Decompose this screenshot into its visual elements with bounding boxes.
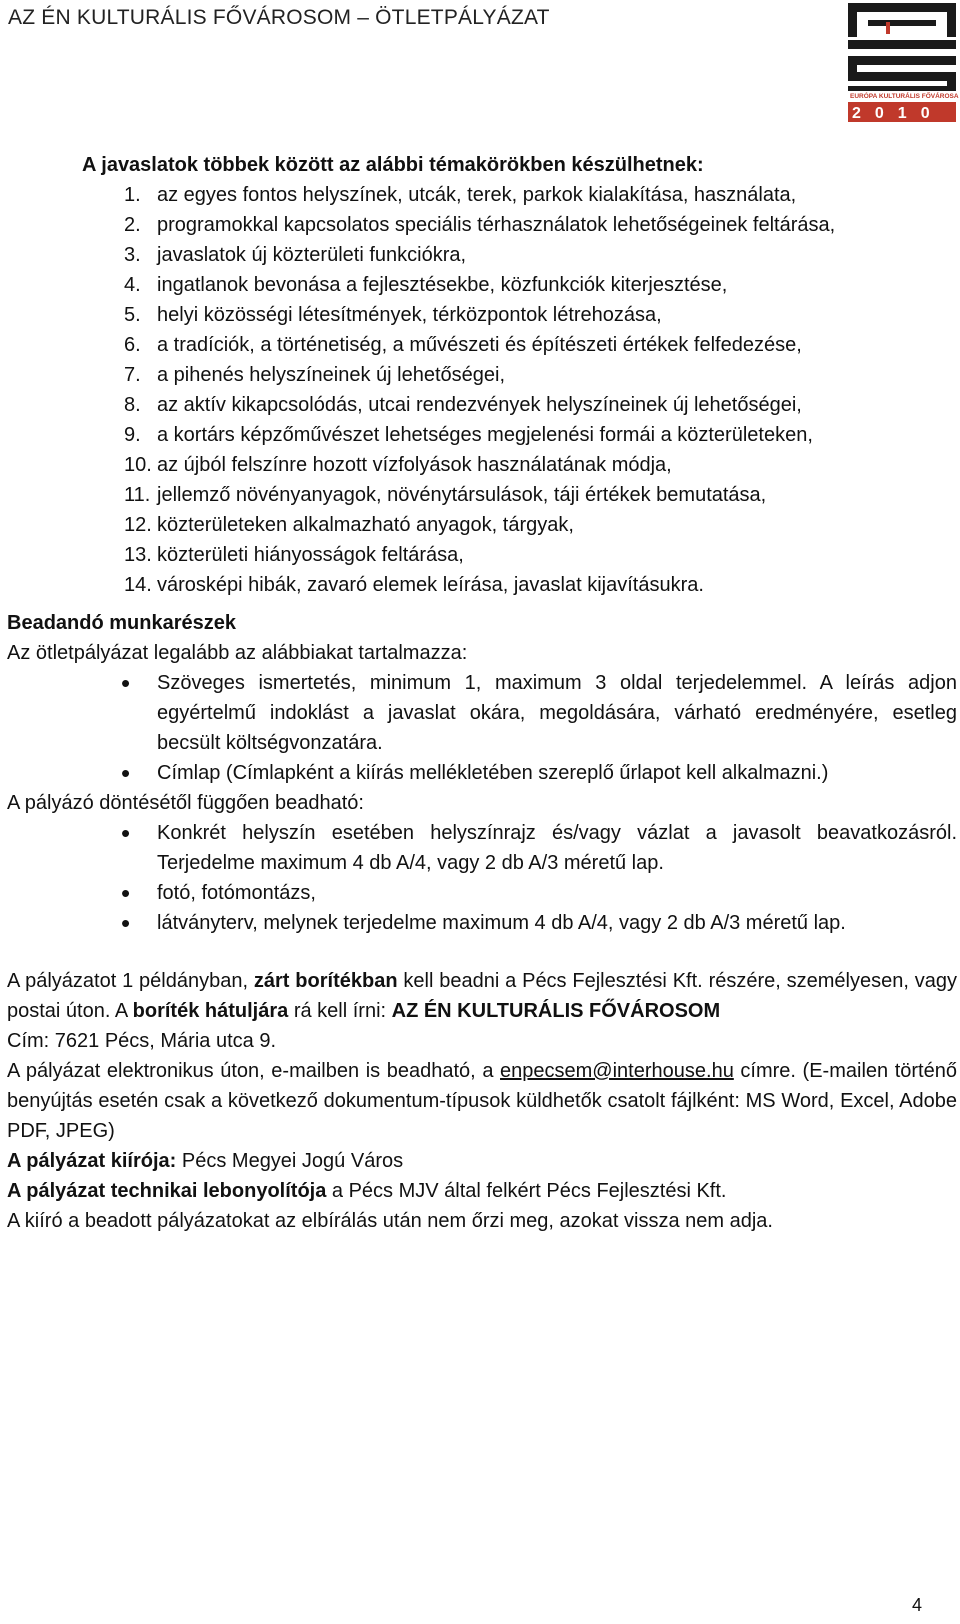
topics-intro: A javaslatok többek között az alábbi témakörökben készülhetnek:: [82, 154, 704, 176]
email-link[interactable]: enpecsem@interhouse.hu: [500, 1060, 734, 1082]
page-number: 4: [911, 1595, 922, 1615]
submission-address: Cím: 7621 Pécs, Mária utca 9.: [7, 1030, 277, 1052]
list-item: 11. jellemző növényanyagok, növénytársulások, táji értékek bemutatása,: [124, 484, 767, 506]
final-note: A kiíró a beadott pályázatokat az elbírálás után nem őrzi meg, azokat vissza nem adja.: [7, 1210, 773, 1232]
ekf-2010-logo: [848, 0, 960, 126]
submission-paragraph: A pályázatot 1 példányban, zárt borítékban kell beadni a Pécs Fejlesztési Kft. részére, személyesen, vagy postai úton. A boríték hátuljára rá kell írni: AZ ÉN KULTURÁLIS FŐVÁROSOM: [7, 970, 958, 1022]
list-item: 1. az egyes fontos helyszínek, utcák, terek, parkok kialakítása, használata,: [124, 184, 797, 206]
logo-year-text: 2010: [852, 105, 944, 122]
required-list: [7, 668, 957, 788]
header-title: AZ ÉN KULTURÁLIS FŐVÁROSOM – ÖTLETPÁLYÁZAT: [8, 6, 550, 29]
logo-text-line1: EURÓPA KULTURÁLIS FŐVÁROSA: [850, 93, 959, 100]
list-item: 2. programokkal kapcsolatos speciális térhasználatok lehetőségeinek feltárása,: [124, 214, 836, 236]
list-item: • fotó, fotómontázs,: [7, 878, 957, 908]
list-item: • látványterv, melynek terjedelme maximum 4 db A/4, vagy 2 db A/3 méretű lap.: [7, 908, 957, 938]
document-body: [7, 150, 957, 1236]
topics-list: [7, 180, 957, 600]
list-item: 10. az újból felszínre hozott vízfolyások használatának módja,: [124, 454, 672, 476]
list-item: 14. városképi hibák, zavaró elemek leírása, javaslat kijavításukra.: [124, 574, 704, 596]
list-item: 12. közterületeken alkalmazható anyagok, tárgyak,: [124, 514, 574, 536]
list-item: 8. az aktív kikapcsolódás, utcai rendezvények helyszíneinek új lehetőségei,: [124, 394, 802, 416]
technical-organizer-line: A pályázat technikai lebonyolítója a Pécs MJV által felkért Pécs Fejlesztési Kft.: [7, 1180, 727, 1202]
list-item: 5. helyi közösségi létesítmények, térközpontok létrehozása,: [124, 304, 662, 326]
list-item: 4. ingatlanok bevonása a fejlesztésekbe, közfunkciók kiterjesztése,: [124, 274, 728, 296]
list-item: • Konkrét helyszín esetében helyszínrajz és/vagy vázlat a javasolt beavatkozásról. Terjedelme maximum 4 db A/4, vagy 2 db A/3 méretű lap.: [7, 818, 957, 878]
optional-list: [7, 818, 957, 938]
deliverables-intro: Az ötletpályázat legalább az alábbiakat tartalmazza:: [7, 642, 468, 664]
email-paragraph: A pályázat elektronikus úton, e-mailben is beadható, a enpecsem@interhouse.hu címre. (E-mailen történő benyújtás esetén csak a következő dokumentum-típusok küldhetők csatolt fájlként: MS Word, Excel, Adobe PDF, JPEG): [7, 1060, 957, 1142]
list-item: 6. a tradíciók, a történetiség, a művészeti és építészeti értékek felfedezése,: [124, 334, 802, 356]
list-item: 9. a kortárs képzőművészet lehetséges megjelenési formái a közterületeken,: [124, 424, 813, 446]
list-item: 3. javaslatok új közterületi funkciókra,: [124, 244, 467, 266]
deliverables-heading: Beadandó munkarészek: [7, 612, 236, 634]
list-item: 7. a pihenés helyszíneinek új lehetőségei,: [124, 364, 506, 386]
issuer-line: A pályázat kiírója: Pécs Megyei Jogú Város: [7, 1150, 404, 1172]
list-item: • Szöveges ismertetés, minimum 1, maximum 3 oldal terjedelemmel. A leírás adjon egyértelmű indoklást a javaslat okára, megoldására, várható eredményére, esetleg becsült költségvonzatára.: [7, 668, 957, 758]
list-item: • Címlap (Címlapként a kiírás mellékletében szereplő űrlapot kell alkalmazni.): [7, 758, 957, 788]
optional-intro: A pályázó döntésétől függően beadható:: [7, 792, 364, 814]
list-item: 13. közterületi hiányosságok feltárása,: [124, 544, 464, 566]
